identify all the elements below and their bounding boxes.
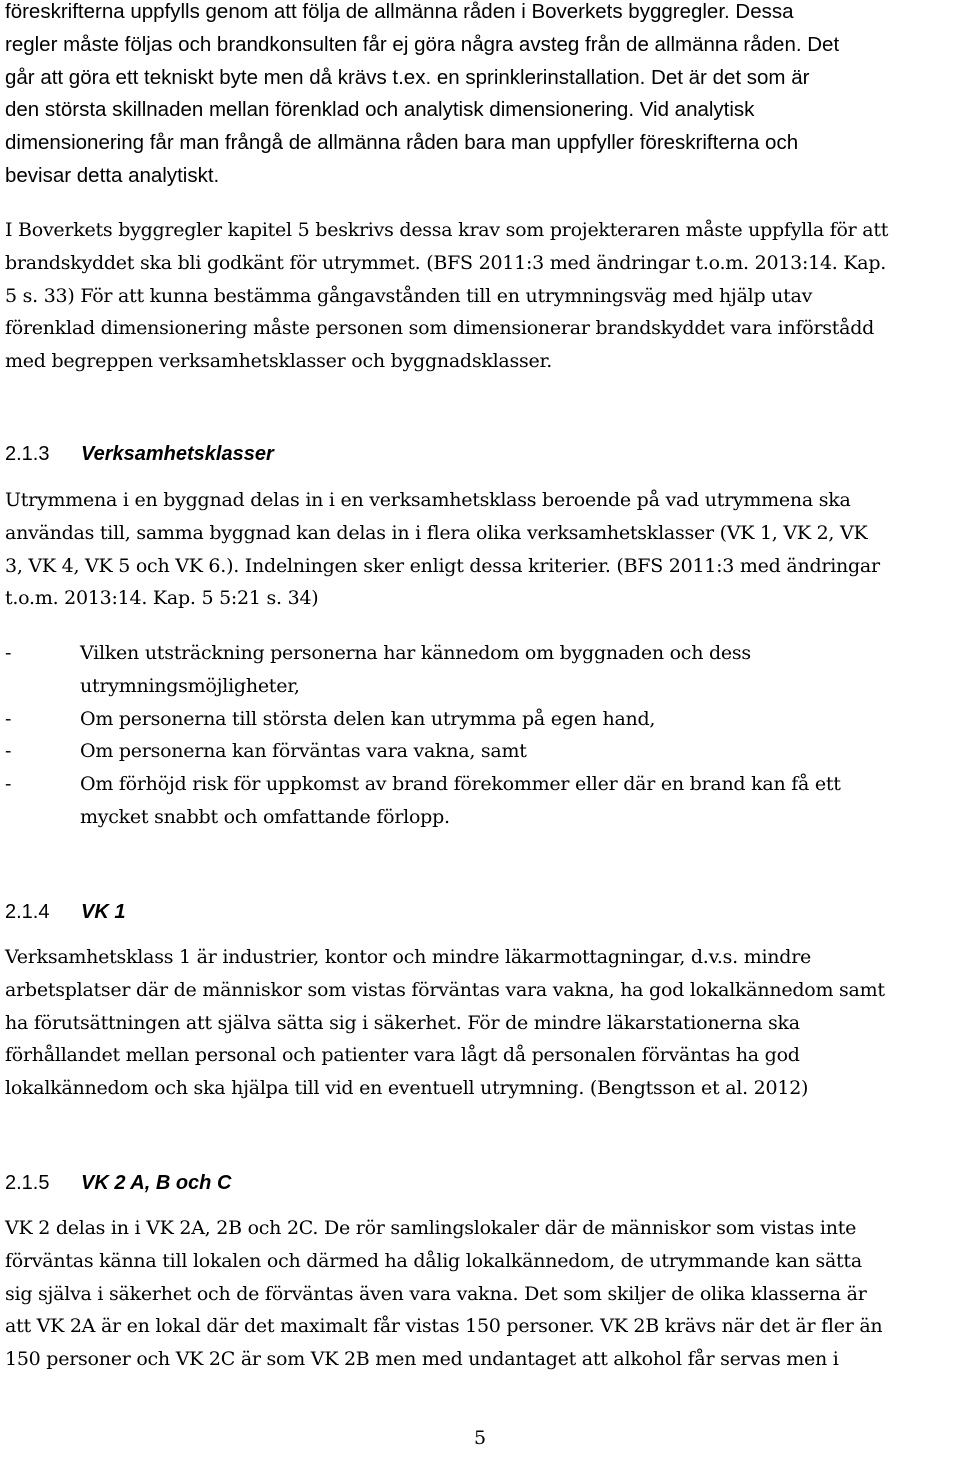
text-line: mycket snabbt och omfattande förlopp. [80,805,450,828]
text-line: ha förutsättningen att själva sätta sig i säkerhet. För de mindre läkarstationerna ska [5,1011,800,1034]
text-line: Om personerna till största delen kan utrymma på egen hand, [80,707,656,730]
text-line: går att göra ett tekniskt byte men då krävs t.ex. en sprinklerinstallation. Det är det som är [5,65,810,89]
section-number: 2.1.3 [5,443,50,465]
criteria-list [5,637,841,834]
list-dash: - [5,773,12,796]
text-line: 150 personer och VK 2C är som VK 2B men med undantaget att alkohol får servas men i [5,1348,839,1371]
list-dash: - [5,642,12,664]
section-title: Verksamhetsklasser [81,443,274,465]
text-line: lokalkännedom och ska hjälpa till vid en eventuell utrymning. (Bengtsson et al. 2012) [5,1077,809,1100]
section-number: 2.1.5 [5,1172,50,1194]
section-title: VK 2 A, B och C [81,1172,232,1194]
text-line: förväntas känna till lokalen och därmed ha dålig lokalkännedom, de utrymmande kan sätta [5,1249,862,1272]
section-215-paragraph [5,1212,882,1376]
list-item [5,703,841,736]
page-number: 5 [473,1427,487,1449]
text-line: brandskyddet ska bli godkänt för utrymmet. (BFS 2011:3 med ändringar t.o.m. 2013:14. Kap. [5,251,887,274]
section-heading-214 [5,899,125,925]
text-line: den största skillnaden mellan förenklad och analytisk dimensionering. Vid analytisk [5,98,755,122]
text-line: sig själva i säkerhet och de förväntas även vara vakna. Det som skiljer de olika klasserna är [5,1282,867,1305]
text-line: att VK 2A är en lokal där det maximalt får vistas 150 personer. VK 2B krävs när det är fler än [5,1315,883,1338]
text-line: förenklad dimensionering måste personen som dimensionerar brandskyddet vara införstådd [5,317,875,340]
section-title: VK 1 [81,901,126,923]
text-line: Vilken utsträckning personerna har kännedom om byggnaden och dess [80,642,751,664]
list-dash: - [5,707,12,730]
text-line: Verksamhetsklass 1 är industrier, kontor och mindre läkarmottagningar, d.v.s. mindre [5,946,812,968]
boverket-paragraph [5,214,888,378]
text-line: med begreppen verksamhetsklasser och byggnadsklasser. [5,350,553,373]
section-214-paragraph [5,941,885,1105]
list-item [5,637,841,703]
text-line: förhållandet mellan personal och patienter vara lågt då personalen förväntas ha god [5,1044,800,1067]
section-heading-213 [5,441,274,467]
text-line: föreskrifterna uppfylls genom att följa de allmänna råden i Boverkets byggregler. Dessa [5,0,794,23]
section-number: 2.1.4 [5,901,50,923]
text-line: arbetsplatser där de människor som vistas förväntas vara vakna, ha god lokalkännedom samt [5,978,885,1001]
list-item [5,768,841,834]
text-line: VK 2 delas in i VK 2A, 2B och 2C. De rör samlingslokaler där de människor som vistas inte [5,1217,857,1239]
text-line: regler måste följas och brandkonsulten får ej göra några avsteg från de allmänna råden. Det [5,32,840,56]
section-heading-215 [5,1170,231,1196]
intro-paragraph [5,0,839,193]
text-line: användas till, samma byggnad kan delas in i flera olika verksamhetsklasser (VK 1, VK 2, VK [5,521,868,544]
list-dash: - [5,740,12,763]
text-line: Utrymmena i en byggnad delas in i en verksamhetsklass beroende på vad utrymmena ska [5,489,851,511]
section-213-paragraph [5,484,880,615]
text-line: I Boverkets byggregler kapitel 5 beskrivs dessa krav som projekteraren måste uppfylla för att [5,219,889,241]
list-item [5,735,841,768]
text-line: 3, VK 4, VK 5 och VK 6.). Indelningen sker enligt dessa kriterier. (BFS 2011:3 med ändringar [5,554,880,577]
text-line: t.o.m. 2013:14. Kap. 5 5:21 s. 34) [5,587,319,610]
text-line: 5 s. 33) För att kunna bestämma gångavstånden till en utrymningsväg med hjälp utav [5,284,813,307]
text-line: dimensionering får man frångå de allmänna råden bara man uppfyller föreskrifterna och [5,131,799,155]
text-line: Om förhöjd risk för uppkomst av brand förekommer eller där en brand kan få ett [80,773,841,796]
text-line: utrymningsmöjligheter, [80,674,300,697]
text-line: bevisar detta analytiskt. [5,163,220,187]
text-line: Om personerna kan förväntas vara vakna, samt [80,740,527,763]
